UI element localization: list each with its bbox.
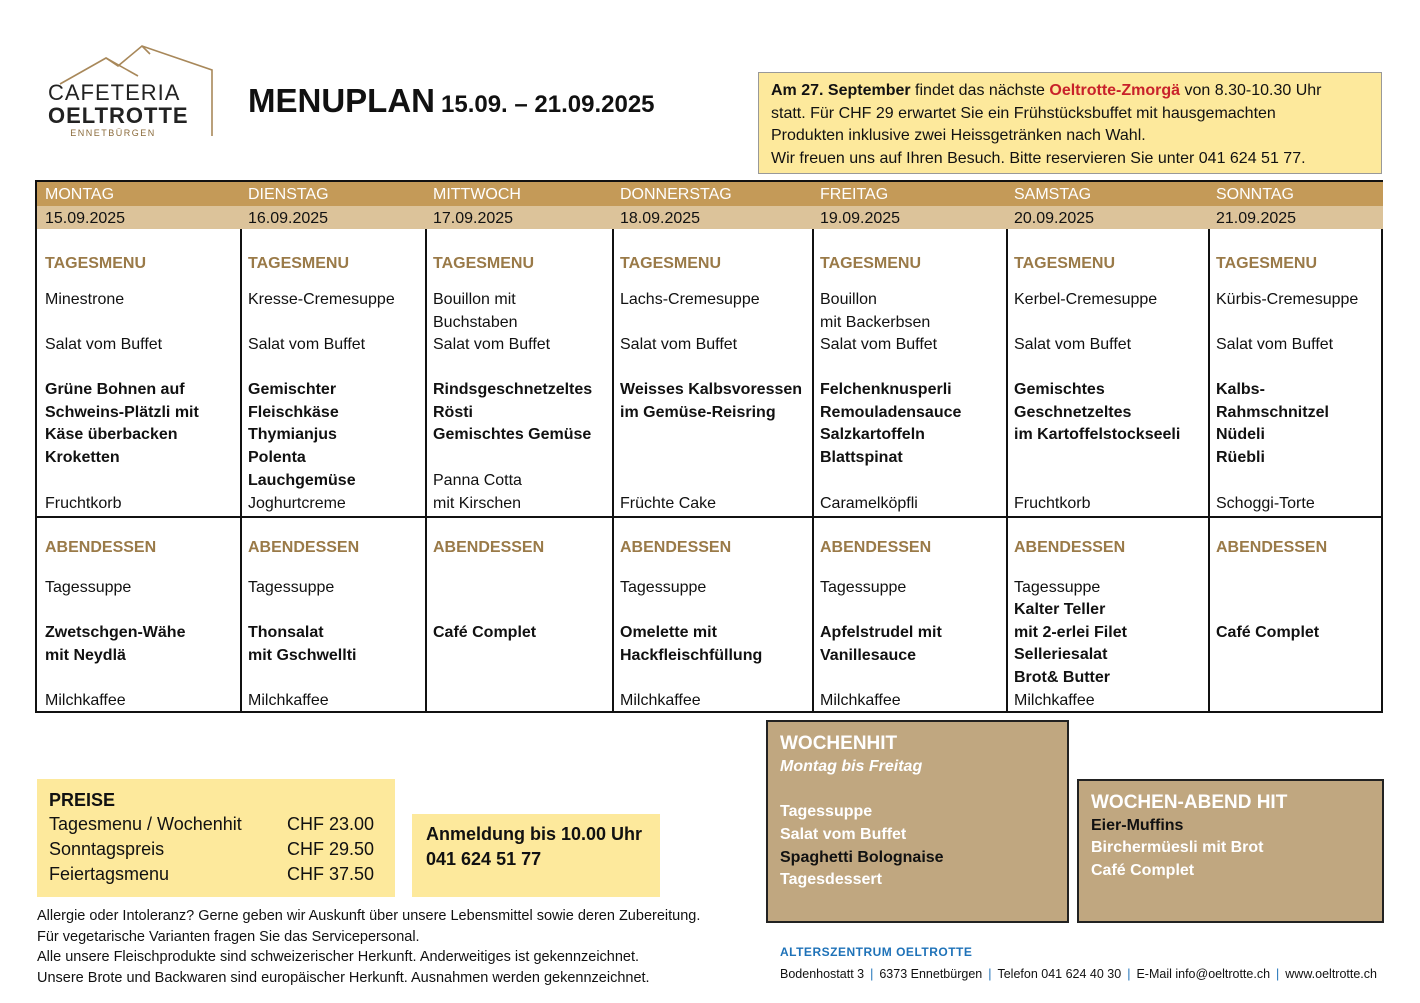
menu-line: Gemischtes Gemüse bbox=[433, 426, 592, 444]
menu-line: Tagessuppe bbox=[620, 579, 707, 596]
section-divider bbox=[240, 516, 425, 518]
day-date: 15.09.2025 bbox=[37, 206, 240, 229]
wochenhit-subtitle: Montag bis Freitag bbox=[780, 757, 923, 775]
price-name: Feiertagsmenu bbox=[49, 864, 170, 884]
title-main: MENUPLAN bbox=[248, 82, 435, 119]
price-name: Tagesmenu / Wochenhit bbox=[49, 814, 242, 834]
logo-line2: OELTROTTE bbox=[48, 103, 189, 128]
day-name: FREITAG bbox=[812, 182, 1006, 206]
menu-line: Polenta bbox=[248, 449, 306, 467]
footer-phone: Telefon 041 624 40 30 bbox=[997, 967, 1122, 981]
menu-line: Salat vom Buffet bbox=[248, 336, 366, 353]
note-line: Unsere Brote und Backwaren sind europäischer Herkunft. Ausnahmen werden gekennzeichnet. bbox=[37, 969, 650, 986]
menu-line: Fruchtkorb bbox=[45, 495, 122, 512]
lunch-label: TAGESMENU bbox=[1216, 255, 1318, 272]
menu-line: Milchkaffee bbox=[45, 692, 126, 709]
menu-table bbox=[35, 180, 1383, 713]
abendhit-item: Eier-Muffins bbox=[1091, 816, 1184, 834]
day-name: MONTAG bbox=[37, 182, 240, 206]
menu-line: Panna Cotta bbox=[433, 472, 522, 490]
wochenhit-item: Salat vom Buffet bbox=[780, 825, 907, 843]
announcement-box bbox=[758, 72, 1382, 174]
announce-event: Oeltrotte-Zmorgä bbox=[1049, 82, 1181, 99]
menu-line: Salat vom Buffet bbox=[1216, 336, 1334, 353]
menu-line: Salat vom Buffet bbox=[45, 336, 163, 353]
menu-line: Salat vom Buffet bbox=[820, 336, 938, 353]
menu-line: mit Gschwellti bbox=[248, 646, 357, 664]
dinner-label: ABENDESSEN bbox=[620, 539, 732, 556]
lunch-label: TAGESMENU bbox=[45, 255, 147, 272]
menu-line: Milchkaffee bbox=[248, 692, 329, 709]
menu-line: Thymianjus bbox=[248, 426, 337, 444]
menu-line: Kalbs- bbox=[1216, 381, 1265, 398]
registration-deadline: Anmeldung bis 10.00 Uhr bbox=[426, 824, 643, 844]
prices-box bbox=[37, 779, 395, 897]
menu-line: Café Complet bbox=[433, 624, 537, 641]
menu-line: Rösti bbox=[433, 403, 473, 421]
menu-line: im Gemüse-Reisring bbox=[620, 403, 776, 421]
page-title bbox=[248, 82, 655, 120]
note-line: Allergie oder Intoleranz? Gerne geben wir Auskunft über unsere Lebensmittel sowie deren Zubereitung. bbox=[37, 908, 701, 924]
announce-time: von 8.30-10.30 Uhr bbox=[1180, 82, 1322, 99]
title-dates: 15.09. – 21.09.2025 bbox=[441, 91, 655, 118]
wochenhit-heading: WOCHENHIT bbox=[780, 733, 898, 754]
wochenhit-item: Tagesdessert bbox=[780, 871, 882, 889]
lunch-label: TAGESMENU bbox=[620, 255, 722, 272]
lunch-label: TAGESMENU bbox=[433, 255, 535, 272]
day-column-dienstag bbox=[240, 182, 427, 711]
menu-line: Tagessuppe bbox=[248, 579, 335, 596]
price-row bbox=[49, 812, 383, 837]
menu-line: Brot& Butter bbox=[1014, 669, 1110, 687]
abendhit-heading: WOCHEN-ABEND HIT bbox=[1091, 792, 1288, 813]
day-column-sonntag bbox=[1208, 182, 1383, 711]
menu-line: im Kartoffelstockseeli bbox=[1014, 426, 1181, 444]
menu-line: Kerbel-Cremesuppe bbox=[1014, 291, 1158, 308]
menu-line: Fruchtkorb bbox=[1014, 495, 1091, 512]
day-name: SAMSTAG bbox=[1006, 182, 1208, 206]
announce-text: findet das nächste bbox=[910, 82, 1050, 99]
menu-line: Salzkartoffeln bbox=[820, 426, 925, 444]
menu-line: Rindsgeschnetzeltes bbox=[433, 381, 593, 398]
section-divider bbox=[1208, 516, 1383, 518]
menu-line: Salat vom Buffet bbox=[1014, 336, 1132, 353]
day-column-montag bbox=[37, 182, 242, 711]
logo-line3: ENNETBÜRGEN bbox=[70, 128, 156, 138]
menu-line: Salat vom Buffet bbox=[620, 336, 738, 353]
menu-line: mit 2-erlei Filet bbox=[1014, 623, 1127, 641]
dinner-label: ABENDESSEN bbox=[248, 539, 360, 556]
menu-line: Kresse-Cremesuppe bbox=[248, 291, 395, 308]
price-value: CHF 29.50 bbox=[287, 839, 375, 859]
menu-line: Joghurtcreme bbox=[248, 495, 346, 512]
registration-phone: 041 624 51 77 bbox=[426, 849, 542, 869]
menu-line: Vanillesauce bbox=[820, 646, 917, 664]
menu-line: Rüebli bbox=[1216, 449, 1265, 467]
note-line: Alle unsere Fleischprodukte sind schweizerischer Herkunft. Anderweitiges ist gekennzeichnet. bbox=[37, 949, 640, 965]
day-date: 17.09.2025 bbox=[425, 206, 612, 229]
price-row bbox=[49, 862, 383, 887]
day-name: MITTWOCH bbox=[425, 182, 612, 206]
announce-line2: statt. Für CHF 29 erwartet Sie ein Frühstücksbuffet mit hausgemachten bbox=[771, 104, 1276, 122]
price-value: CHF 23.00 bbox=[287, 814, 375, 834]
footer-street: Bodenhostatt 3 bbox=[780, 967, 865, 981]
lunch-label: TAGESMENU bbox=[248, 255, 350, 272]
menu-line: Milchkaffee bbox=[1014, 692, 1095, 709]
announce-date: Am 27. September bbox=[771, 82, 911, 99]
menu-line: Café Complet bbox=[1216, 624, 1320, 641]
menu-line: Thonsalat bbox=[248, 624, 324, 641]
logo-line1: CAFETERIA bbox=[48, 80, 181, 105]
menu-line: mit Backerbsen bbox=[820, 313, 931, 331]
day-date: 20.09.2025 bbox=[1006, 206, 1208, 229]
note-line: Für vegetarische Varianten fragen Sie das Servicepersonal. bbox=[37, 928, 420, 945]
menu-line: Omelette mit bbox=[620, 624, 717, 641]
menu-line: Fleischkäse bbox=[248, 403, 339, 421]
menu-line: Geschnetzeltes bbox=[1014, 403, 1132, 421]
menu-line: Grüne Bohnen auf bbox=[45, 381, 185, 398]
menu-line: Schoggi-Torte bbox=[1216, 495, 1315, 512]
lunch-label: TAGESMENU bbox=[1014, 255, 1116, 272]
menu-line: Caramelköpfli bbox=[820, 495, 918, 512]
menu-line: Gemischter bbox=[248, 381, 337, 398]
footer-city: 6373 Ennetbürgen bbox=[879, 967, 983, 981]
menu-line: Buchstaben bbox=[433, 313, 518, 331]
price-name: Sonntagspreis bbox=[49, 839, 165, 859]
wochenhit-item: Spaghetti Bolognaise bbox=[780, 848, 944, 866]
price-row bbox=[49, 837, 383, 862]
dinner-label: ABENDESSEN bbox=[820, 539, 932, 556]
menu-line: Tagessuppe bbox=[45, 579, 132, 596]
section-divider bbox=[812, 516, 1006, 518]
menu-line: mit Neydlä bbox=[45, 646, 126, 664]
menu-line: Nüdeli bbox=[1216, 426, 1265, 444]
day-date: 16.09.2025 bbox=[240, 206, 425, 229]
menu-line: Minestrone bbox=[45, 291, 125, 308]
footer-name: ALTERSZENTRUM OELTROTTE bbox=[780, 945, 973, 959]
dinner-label: ABENDESSEN bbox=[1014, 539, 1126, 556]
wochenhit-item: Tagessuppe bbox=[780, 803, 873, 821]
lunch-label: TAGESMENU bbox=[820, 255, 922, 272]
menu-line: Weisses Kalbsvoressen bbox=[620, 381, 803, 398]
section-divider bbox=[425, 516, 612, 518]
menu-line: mit Kirschen bbox=[433, 495, 522, 512]
dinner-label: ABENDESSEN bbox=[1216, 539, 1328, 556]
menu-line: Hackfleischfüllung bbox=[620, 646, 763, 664]
day-date: 19.09.2025 bbox=[812, 206, 1006, 229]
menu-line: Lauchgemüse bbox=[248, 471, 356, 489]
menu-line: Kalter Teller bbox=[1014, 601, 1106, 618]
notes bbox=[37, 906, 700, 988]
menu-line: Käse überbacken bbox=[45, 426, 178, 444]
price-value: CHF 37.50 bbox=[287, 864, 375, 884]
menu-line: Selleriesalat bbox=[1014, 646, 1108, 664]
abendhit-item: Birchermüesli mit Brot bbox=[1091, 839, 1264, 857]
day-name: DIENSTAG bbox=[240, 182, 425, 206]
menu-line: Kroketten bbox=[45, 449, 120, 467]
day-column-mittwoch bbox=[425, 182, 614, 711]
menu-line: Früchte Cake bbox=[620, 495, 717, 512]
menu-line: Tagessuppe bbox=[1014, 579, 1101, 596]
menu-line: Milchkaffee bbox=[620, 692, 701, 709]
menu-line: Remouladensauce bbox=[820, 403, 962, 421]
registration-box bbox=[412, 814, 660, 897]
announce-line4: Wir freuen uns auf Ihren Besuch. Bitte reservieren Sie unter 041 624 51 77. bbox=[771, 149, 1306, 167]
day-date: 18.09.2025 bbox=[612, 206, 812, 229]
wochenhit-box bbox=[766, 720, 1069, 923]
day-name: DONNERSTAG bbox=[612, 182, 812, 206]
day-column-donnerstag bbox=[612, 182, 814, 711]
menu-line: Rahmschnitzel bbox=[1216, 403, 1329, 421]
menu-line: Schweins-Plätzli mit bbox=[45, 403, 199, 421]
day-column-freitag bbox=[812, 182, 1008, 711]
menu-line: Bouillon mit bbox=[433, 291, 516, 308]
menu-line: Apfelstrudel mit bbox=[820, 624, 942, 641]
abendhit-box bbox=[1077, 779, 1384, 923]
day-column-samstag bbox=[1006, 182, 1210, 711]
dinner-label: ABENDESSEN bbox=[45, 539, 157, 556]
day-name: SONNTAG bbox=[1208, 182, 1383, 206]
section-divider bbox=[612, 516, 812, 518]
menu-line: Gemischtes bbox=[1014, 381, 1105, 398]
menu-line: Tagessuppe bbox=[820, 579, 907, 596]
footer-website-link[interactable]: www.oeltrotte.ch bbox=[1285, 967, 1377, 981]
announce-line3: Produkten inklusive zwei Heissgetränken nach Wahl. bbox=[771, 127, 1146, 144]
menu-line: Salat vom Buffet bbox=[433, 336, 551, 353]
menu-line: Lachs-Cremesuppe bbox=[620, 291, 760, 308]
section-divider bbox=[1006, 516, 1208, 518]
footer-email-link[interactable]: E-Mail info@oeltrotte.ch bbox=[1136, 967, 1271, 981]
dinner-label: ABENDESSEN bbox=[433, 539, 545, 556]
menu-line: Zwetschgen-Wähe bbox=[45, 624, 186, 641]
menu-line: Blattspinat bbox=[820, 449, 903, 467]
menu-line: Kürbis-Cremesuppe bbox=[1216, 291, 1359, 308]
menu-line: Bouillon bbox=[820, 291, 877, 308]
prices-heading: PREISE bbox=[49, 790, 116, 810]
footer-address: Bodenhostatt 3 | 6373 Ennetbürgen | Telefon 041 624 40 30 | E-Mail info@oeltrotte.ch | www.oeltrotte.ch bbox=[780, 967, 1377, 981]
menu-line: Felchenknusperli bbox=[820, 381, 952, 398]
menu-line: Milchkaffee bbox=[820, 692, 901, 709]
abendhit-item: Café Complet bbox=[1091, 862, 1195, 880]
section-divider bbox=[37, 516, 240, 518]
day-date: 21.09.2025 bbox=[1208, 206, 1383, 229]
